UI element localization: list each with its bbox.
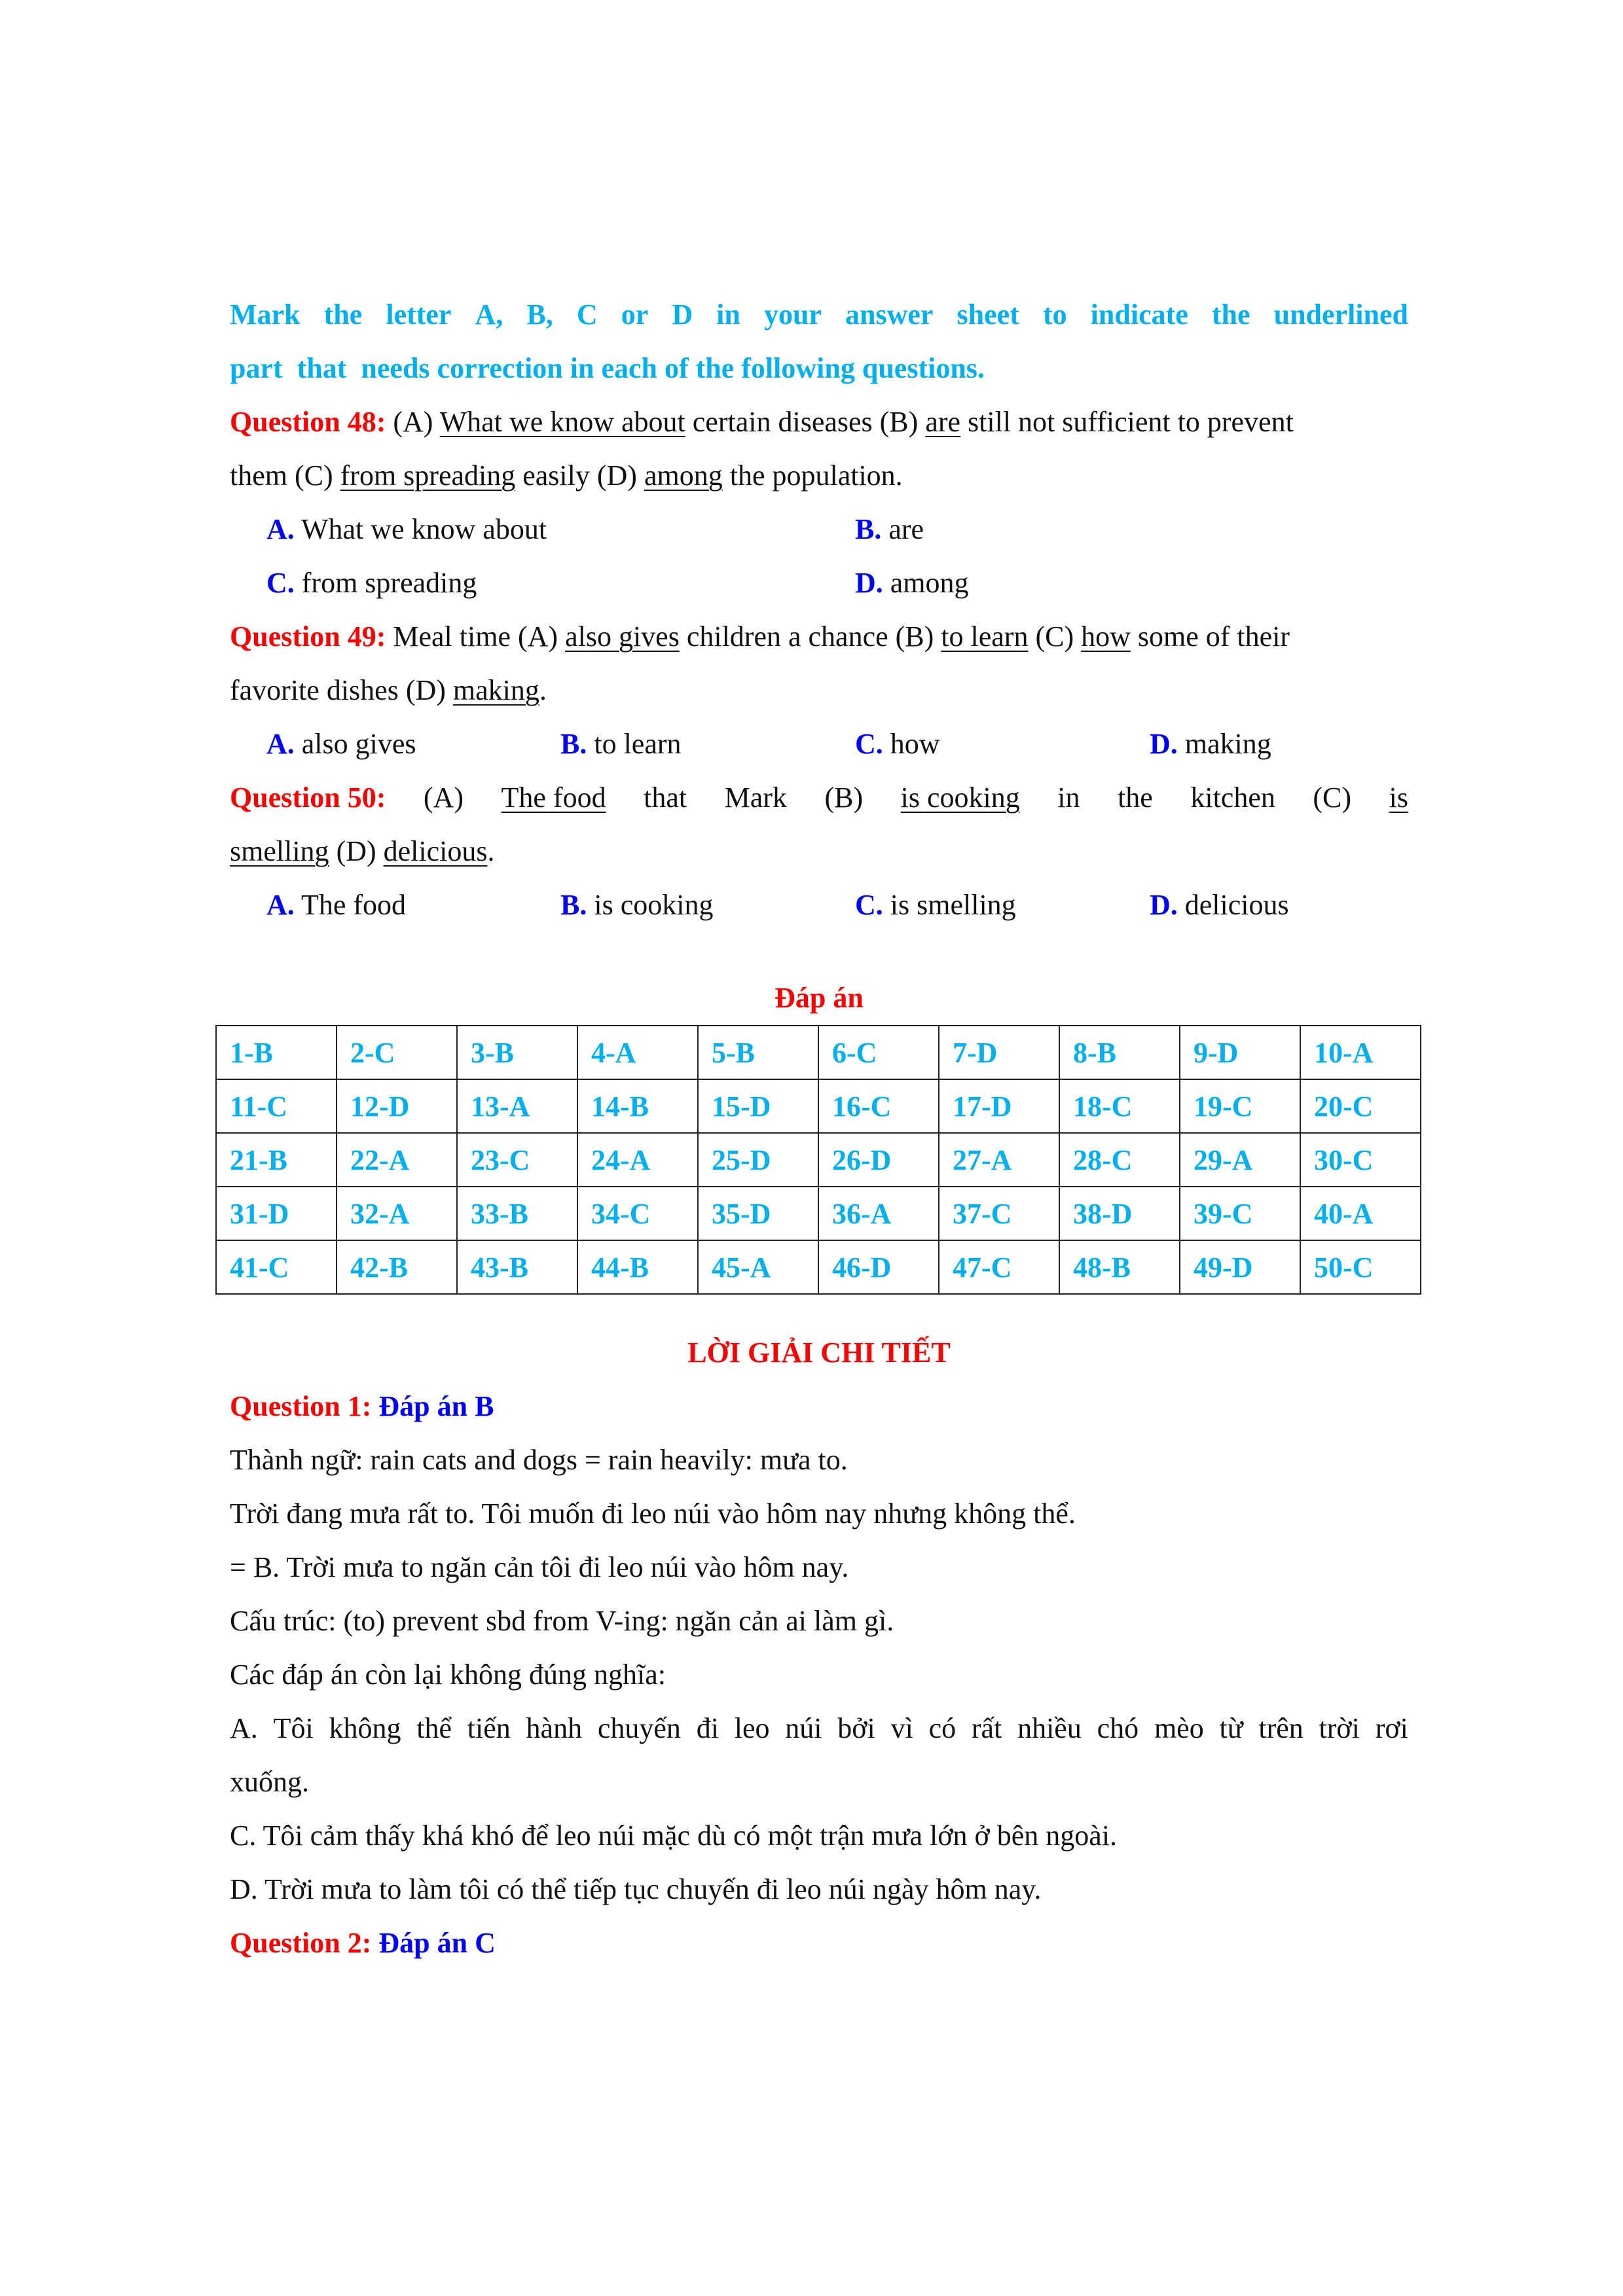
answer-cell: 14-B bbox=[577, 1079, 698, 1133]
underlined-part-a: also gives bbox=[565, 620, 680, 653]
option-letter: D. bbox=[855, 567, 883, 599]
document-page bbox=[230, 288, 1408, 1970]
text: children a chance (B) bbox=[679, 620, 941, 653]
underlined-part-b: to learn bbox=[941, 620, 1029, 653]
answer-row bbox=[216, 1133, 1421, 1187]
answer-cell: 19-C bbox=[1180, 1079, 1300, 1133]
text: Meal time (A) bbox=[386, 620, 566, 653]
answer-cell: 26-D bbox=[818, 1133, 939, 1187]
word: Mark bbox=[230, 298, 301, 331]
question-48-line-2 bbox=[230, 449, 1408, 503]
underlined-part-b: are bbox=[925, 406, 961, 438]
option-b[interactable] bbox=[560, 717, 682, 771]
text: . bbox=[487, 835, 495, 867]
solution-question-2-heading bbox=[230, 1916, 1408, 1970]
answer-cell: 20-C bbox=[1300, 1079, 1421, 1133]
instruction-line-1 bbox=[230, 288, 1408, 342]
answer-cell: 8-B bbox=[1059, 1026, 1180, 1079]
question-49-line-1 bbox=[230, 610, 1408, 664]
answer-cell: 38-D bbox=[1059, 1187, 1180, 1240]
answer-cell: 47-C bbox=[939, 1240, 1059, 1294]
answer-cell: 23-C bbox=[457, 1133, 577, 1187]
answer-cell: 44-B bbox=[577, 1240, 698, 1294]
question-49-line-2 bbox=[230, 664, 1408, 717]
option-letter: B. bbox=[855, 513, 882, 545]
word: Tôi bbox=[273, 1712, 314, 1744]
answer-cell: 5-B bbox=[698, 1026, 818, 1079]
text: (C) bbox=[1028, 620, 1082, 653]
word: C bbox=[576, 298, 598, 331]
word: đi bbox=[696, 1712, 719, 1744]
answer-row bbox=[216, 1026, 1421, 1079]
answer-cell: 29-A bbox=[1180, 1133, 1300, 1187]
word: or bbox=[621, 298, 649, 331]
word: nhiều bbox=[1017, 1712, 1082, 1744]
word: rất bbox=[971, 1712, 1002, 1744]
answer-cell: 11-C bbox=[216, 1079, 337, 1133]
answer-cell: 41-C bbox=[216, 1240, 337, 1294]
answer-row bbox=[216, 1079, 1421, 1133]
word: in bbox=[716, 298, 740, 331]
underlined-part-c-cont: smelling bbox=[230, 835, 329, 867]
answer-key-table bbox=[215, 1025, 1421, 1295]
underlined-part-d: among bbox=[644, 459, 723, 492]
word: your bbox=[763, 298, 822, 331]
answer-cell: 3-B bbox=[457, 1026, 577, 1079]
word: the bbox=[1118, 781, 1153, 814]
underlined-part-d: making bbox=[452, 674, 539, 706]
option-letter: A. bbox=[266, 889, 295, 921]
answer-cell: 24-A bbox=[577, 1133, 698, 1187]
word: Mark bbox=[724, 781, 787, 814]
word: letter bbox=[386, 298, 452, 331]
option-letter: D. bbox=[1150, 728, 1178, 760]
word: the bbox=[1211, 298, 1250, 331]
word: chó bbox=[1097, 1712, 1139, 1744]
text: still not sufficient to prevent bbox=[960, 406, 1294, 438]
underlined-part-c: from spreading bbox=[340, 459, 516, 492]
option-text: from spreading bbox=[294, 567, 477, 599]
text: some of their bbox=[1130, 620, 1290, 653]
underlined-part-a: What we know about bbox=[439, 406, 685, 438]
text: them (C) bbox=[230, 459, 340, 492]
word: có bbox=[928, 1712, 957, 1744]
option-d[interactable] bbox=[855, 556, 969, 610]
solution-line: = B. Trời mưa to ngăn cản tôi đi leo núi vào hôm nay. bbox=[230, 1551, 849, 1583]
option-letter: A. bbox=[266, 728, 295, 760]
solution-line: Cấu trúc: (to) prevent sbd from V-ing: ngăn cản ai làm gì. bbox=[230, 1605, 894, 1637]
word: that bbox=[644, 781, 687, 814]
answer-row bbox=[216, 1187, 1421, 1240]
word: (B) bbox=[824, 781, 864, 814]
underlined-part-a: The food bbox=[501, 781, 606, 814]
word: hành bbox=[526, 1712, 583, 1744]
answer-cell: 18-C bbox=[1059, 1079, 1180, 1133]
answer-cell: 10-A bbox=[1300, 1026, 1421, 1079]
answer-cell: 49-D bbox=[1180, 1240, 1300, 1294]
answer-cell: 2-C bbox=[337, 1026, 457, 1079]
question-48-line-1 bbox=[230, 395, 1408, 449]
word: D bbox=[672, 298, 693, 331]
answer-cell: 36-A bbox=[818, 1187, 939, 1240]
word: trên bbox=[1258, 1712, 1304, 1744]
solution-option-a-line-1 bbox=[230, 1702, 1408, 1755]
word: the bbox=[323, 298, 363, 331]
word: underlined bbox=[1273, 298, 1408, 331]
answer-label: Đáp án B bbox=[371, 1390, 494, 1422]
option-letter: A. bbox=[266, 513, 295, 545]
question-50-line-2 bbox=[230, 825, 1408, 878]
option-text: how bbox=[883, 728, 940, 760]
text: favorite dishes (D) bbox=[230, 674, 453, 706]
word: answer bbox=[845, 298, 934, 331]
option-d[interactable] bbox=[1150, 878, 1289, 932]
option-text: What we know about bbox=[294, 513, 547, 545]
option-text: among bbox=[883, 567, 969, 599]
answer-cell: 30-C bbox=[1300, 1133, 1421, 1187]
underlined-part-d: delicious bbox=[383, 835, 488, 867]
word: từ bbox=[1219, 1712, 1243, 1744]
question-50-options bbox=[230, 878, 1408, 932]
option-b[interactable] bbox=[560, 878, 713, 932]
answer-cell: 31-D bbox=[216, 1187, 337, 1240]
word: thể bbox=[416, 1712, 452, 1744]
answer-cell: 12-D bbox=[337, 1079, 457, 1133]
answer-cell: 37-C bbox=[939, 1187, 1059, 1240]
word: B, bbox=[526, 298, 553, 331]
text: the population. bbox=[722, 459, 903, 492]
option-letter: B. bbox=[560, 728, 587, 760]
answer-cell: 34-C bbox=[577, 1187, 698, 1240]
question-48-label: Question 48: bbox=[230, 406, 386, 438]
answer-cell: 22-A bbox=[337, 1133, 457, 1187]
word: mèo bbox=[1154, 1712, 1204, 1744]
word: (A) bbox=[423, 781, 464, 814]
option-text: is smelling bbox=[883, 889, 1016, 921]
word: in bbox=[1057, 781, 1080, 814]
solution-line: Thành ngữ: rain cats and dogs = rain heavily: mưa to. bbox=[230, 1444, 848, 1476]
instruction-line-2: part that needs correction in each of the following questions. bbox=[230, 352, 985, 384]
question-50-label: Question 50: bbox=[230, 781, 386, 814]
option-text: The food bbox=[294, 889, 407, 921]
answer-cell: 4-A bbox=[577, 1026, 698, 1079]
answer-cell: 13-A bbox=[457, 1079, 577, 1133]
word: to bbox=[1042, 298, 1067, 331]
answer-cell: 46-D bbox=[818, 1240, 939, 1294]
text: (D) bbox=[329, 835, 384, 867]
solution-line: Các đáp án còn lại không đúng nghĩa: bbox=[230, 1659, 666, 1691]
option-letter: C. bbox=[266, 567, 295, 599]
answer-cell: 39-C bbox=[1180, 1187, 1300, 1240]
answer-cell: 17-D bbox=[939, 1079, 1059, 1133]
word: chuyến bbox=[597, 1712, 681, 1744]
answer-cell: 15-D bbox=[698, 1079, 818, 1133]
answer-cell: 35-D bbox=[698, 1187, 818, 1240]
option-c[interactable] bbox=[855, 717, 940, 771]
answer-cell: 21-B bbox=[216, 1133, 337, 1187]
option-a[interactable] bbox=[266, 503, 547, 556]
option-text: making bbox=[1177, 728, 1271, 760]
word: indicate bbox=[1090, 298, 1188, 331]
word: tiến bbox=[467, 1712, 511, 1744]
solution-option-d: D. Trời mưa to làm tôi có thể tiếp tục chuyến đi leo núi ngày hôm nay. bbox=[230, 1873, 1042, 1905]
answer-key-title: Đáp án bbox=[775, 982, 864, 1014]
word: kitchen bbox=[1190, 781, 1275, 814]
word: trời bbox=[1319, 1712, 1360, 1744]
solution-question-1-heading bbox=[230, 1380, 1408, 1433]
word: không bbox=[329, 1712, 401, 1744]
answer-cell: 25-D bbox=[698, 1133, 818, 1187]
answer-cell: 43-B bbox=[457, 1240, 577, 1294]
answer-cell: 6-C bbox=[818, 1026, 939, 1079]
option-text: are bbox=[881, 513, 924, 545]
answer-cell: 48-B bbox=[1059, 1240, 1180, 1294]
solution-line: Trời đang mưa rất to. Tôi muốn đi leo núi vào hôm nay nhưng không thể. bbox=[230, 1498, 1076, 1530]
answer-cell: 32-A bbox=[337, 1187, 457, 1240]
option-d[interactable] bbox=[1150, 717, 1271, 771]
option-text: is cooking bbox=[587, 889, 714, 921]
answer-cell: 16-C bbox=[818, 1079, 939, 1133]
word: rơi bbox=[1375, 1712, 1408, 1744]
text: certain diseases (B) bbox=[685, 406, 926, 438]
answer-cell: 9-D bbox=[1180, 1026, 1300, 1079]
question-label: Question 1: bbox=[230, 1390, 372, 1422]
question-49-label: Question 49: bbox=[230, 620, 386, 653]
underlined-part-c: is bbox=[1389, 781, 1408, 814]
word: bởi bbox=[837, 1712, 875, 1744]
question-50-line-1 bbox=[230, 771, 1408, 825]
option-a[interactable] bbox=[266, 717, 416, 771]
answer-cell: 42-B bbox=[337, 1240, 457, 1294]
option-c[interactable] bbox=[855, 878, 1016, 932]
option-letter: C. bbox=[855, 889, 883, 921]
text: easily (D) bbox=[515, 459, 644, 492]
word: (C) bbox=[1313, 781, 1352, 814]
text: . bbox=[539, 674, 547, 706]
answer-cell: 40-A bbox=[1300, 1187, 1421, 1240]
option-text: to learn bbox=[587, 728, 682, 760]
solution-option-a-line-2: xuống. bbox=[230, 1766, 309, 1798]
option-a[interactable] bbox=[266, 878, 406, 932]
answer-cell: 33-B bbox=[457, 1187, 577, 1240]
underlined-part-c: how bbox=[1081, 620, 1131, 653]
answer-label: Đáp án C bbox=[371, 1927, 496, 1959]
option-letter: D. bbox=[1150, 889, 1178, 921]
option-letter: C. bbox=[855, 728, 883, 760]
answer-cell: 50-C bbox=[1300, 1240, 1421, 1294]
word: A, bbox=[475, 298, 503, 331]
answer-cell: 27-A bbox=[939, 1133, 1059, 1187]
text: (A) bbox=[386, 406, 440, 438]
option-b[interactable] bbox=[855, 503, 924, 556]
question-48-options-row-2 bbox=[230, 556, 1408, 610]
word: leo bbox=[734, 1712, 770, 1744]
question-49-options bbox=[230, 717, 1408, 771]
word: A. bbox=[230, 1712, 258, 1744]
underlined-part-b: is cooking bbox=[900, 781, 1020, 814]
answer-cell: 45-A bbox=[698, 1240, 818, 1294]
word: vì bbox=[890, 1712, 913, 1744]
answer-cell: 28-C bbox=[1059, 1133, 1180, 1187]
answer-cell: 1-B bbox=[216, 1026, 337, 1079]
option-text: also gives bbox=[294, 728, 416, 760]
solutions-title: LỜI GIẢI CHI TIẾT bbox=[687, 1336, 951, 1369]
question-label: Question 2: bbox=[230, 1927, 372, 1959]
solution-option-c: C. Tôi cảm thấy khá khó để leo núi mặc dù có một trận mưa lớn ở bên ngoài. bbox=[230, 1820, 1118, 1852]
answer-cell: 7-D bbox=[939, 1026, 1059, 1079]
word: sheet bbox=[957, 298, 1019, 331]
option-c[interactable] bbox=[266, 556, 477, 610]
answer-row bbox=[216, 1240, 1421, 1294]
word: núi bbox=[785, 1712, 822, 1744]
option-text: delicious bbox=[1177, 889, 1289, 921]
question-48-options-row-1 bbox=[230, 503, 1408, 556]
option-letter: B. bbox=[560, 889, 587, 921]
